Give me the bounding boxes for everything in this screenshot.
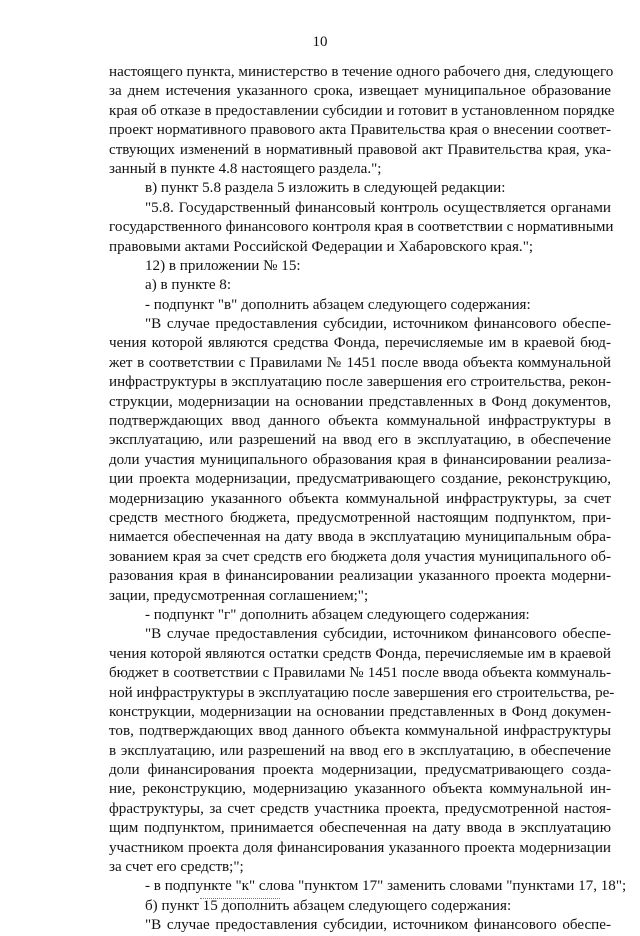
text-line: ствующих изменений в нормативный правовой акт Правительства края, ука- [109, 141, 611, 158]
text-line: - подпункт "в" дополнить абзацем следующего содержания: [145, 296, 531, 313]
text-line: зованием края за счет средств его бюджета доля участия муниципального об- [109, 548, 611, 565]
text-line: чения которой являются средства Фонда, перечисляемые им в краевой бюд- [109, 335, 611, 352]
text-line: разования края в финансировании реализации указанного проекта модерни- [109, 568, 611, 585]
text-line: доли участия муниципального образования края в финансировании реализа- [109, 451, 611, 468]
text-line: 12) в приложении № 15: [145, 257, 301, 274]
text-line: чения которой являются остатки средств Фонда, перечисляемые им в краевой [109, 645, 611, 662]
text-line: подтверждающих ввод данного объекта коммунальной инфраструктуры в [109, 413, 611, 430]
text-line: ной инфраструктуры в эксплуатацию после завершения его строительства, ре- [109, 684, 615, 701]
text-line: настоящего пункта, министерство в течение одного рабочего дня, следующего [109, 64, 614, 80]
text-line: модернизацию указанного объекта коммунальной инфраструктуры, за счет [109, 490, 611, 507]
text-line: бюджет в соответствии с Правилами № 1451 после ввода объекта коммуналь- [109, 665, 611, 682]
text-line: государственного финансового контроля края в соответствии с нормативными [109, 219, 614, 236]
text-line: средств местного бюджета, предусмотренной настоящим подпунктом, при- [109, 509, 611, 526]
text-line: эксплуатацию, или разрешений на ввод его в эксплуатацию, в обеспечение [109, 432, 611, 449]
text-line: струкции, модернизации на основании представленных в Фонд документов, [109, 393, 611, 410]
text-line: "В случае предоставления субсидии, источником финансового обеспе- [145, 316, 611, 333]
text-line: щим подпунктом, принимается обеспеченная на дату ввода в эксплуатацию [109, 820, 611, 837]
text-line: занный в пункте 4.8 настоящего раздела."; [109, 160, 382, 177]
footer-mark [200, 898, 280, 902]
text-line: участником проекта доля финансирования указанного проекта модернизации [109, 839, 611, 856]
text-line: - подпункт "г" дополнить абзацем следующего содержания: [145, 606, 530, 623]
text-line: фраструктуры, за счет средств участника проекта, предусмотренной настоя- [109, 800, 611, 817]
text-line: жет в соответствии с Правилами № 1451 после ввода объекта коммунальной [109, 354, 611, 371]
text-line: инфраструктуры в эксплуатацию после завершения его строительства, рекон- [109, 374, 611, 391]
text-line: правовыми актами Российской Федерации и Хабаровского края."; [109, 238, 534, 255]
text-line: конструкции, модернизации на основании представленных в Фонд докумен- [109, 703, 611, 720]
text-line: за днем истечения указанного срока, извещает муниципальное образование [109, 83, 611, 100]
document-body [109, 63, 627, 936]
text-line: - в подпункте "к" слова "пунктом 17" заменить словами "пунктами 17, 18"; [145, 878, 627, 895]
text-line: ние, реконструкцию, модернизацию указанного объекта коммунальной ин- [109, 781, 611, 798]
page-number: 10 [312, 34, 328, 50]
text-line: ции проекта модернизации, предусматривающего создание, реконструкцию, [109, 471, 611, 488]
text-line: в) пункт 5.8 раздела 5 изложить в следующей редакции: [145, 180, 506, 197]
text-line: "В случае предоставления субсидии, источником финансового обеспе- [145, 917, 611, 934]
text-line: в эксплуатацию, или разрешений на ввод его в эксплуатацию, в обеспечение [109, 742, 611, 759]
text-line: края об отказе в предоставлении субсидии и готовит в установленном порядке [109, 102, 615, 119]
text-line: тов, подтверждающих ввод данного объекта коммунальной инфраструктуры [109, 723, 611, 740]
text-line: б) пункт 15 дополнить абзацем следующего содержания: [145, 897, 512, 914]
text-line: "В случае предоставления субсидии, источником финансового обеспе- [145, 626, 611, 643]
text-line: за счет его средств;"; [109, 859, 244, 876]
text-line: проект нормативного правового акта Правительства края о внесении соответ- [109, 122, 611, 139]
text-line: нимается обеспеченная на дату ввода в эксплуатацию муниципальным обра- [109, 529, 611, 546]
text-line: доли финансирования проекта модернизации, предусматривающего созда- [109, 762, 611, 779]
text-line: а) в пункте 8: [145, 277, 232, 294]
text-line: зации, предусмотренная соглашением;"; [109, 587, 369, 604]
text-line: "5.8. Государственный финансовый контроль осуществляется органами [145, 199, 611, 216]
